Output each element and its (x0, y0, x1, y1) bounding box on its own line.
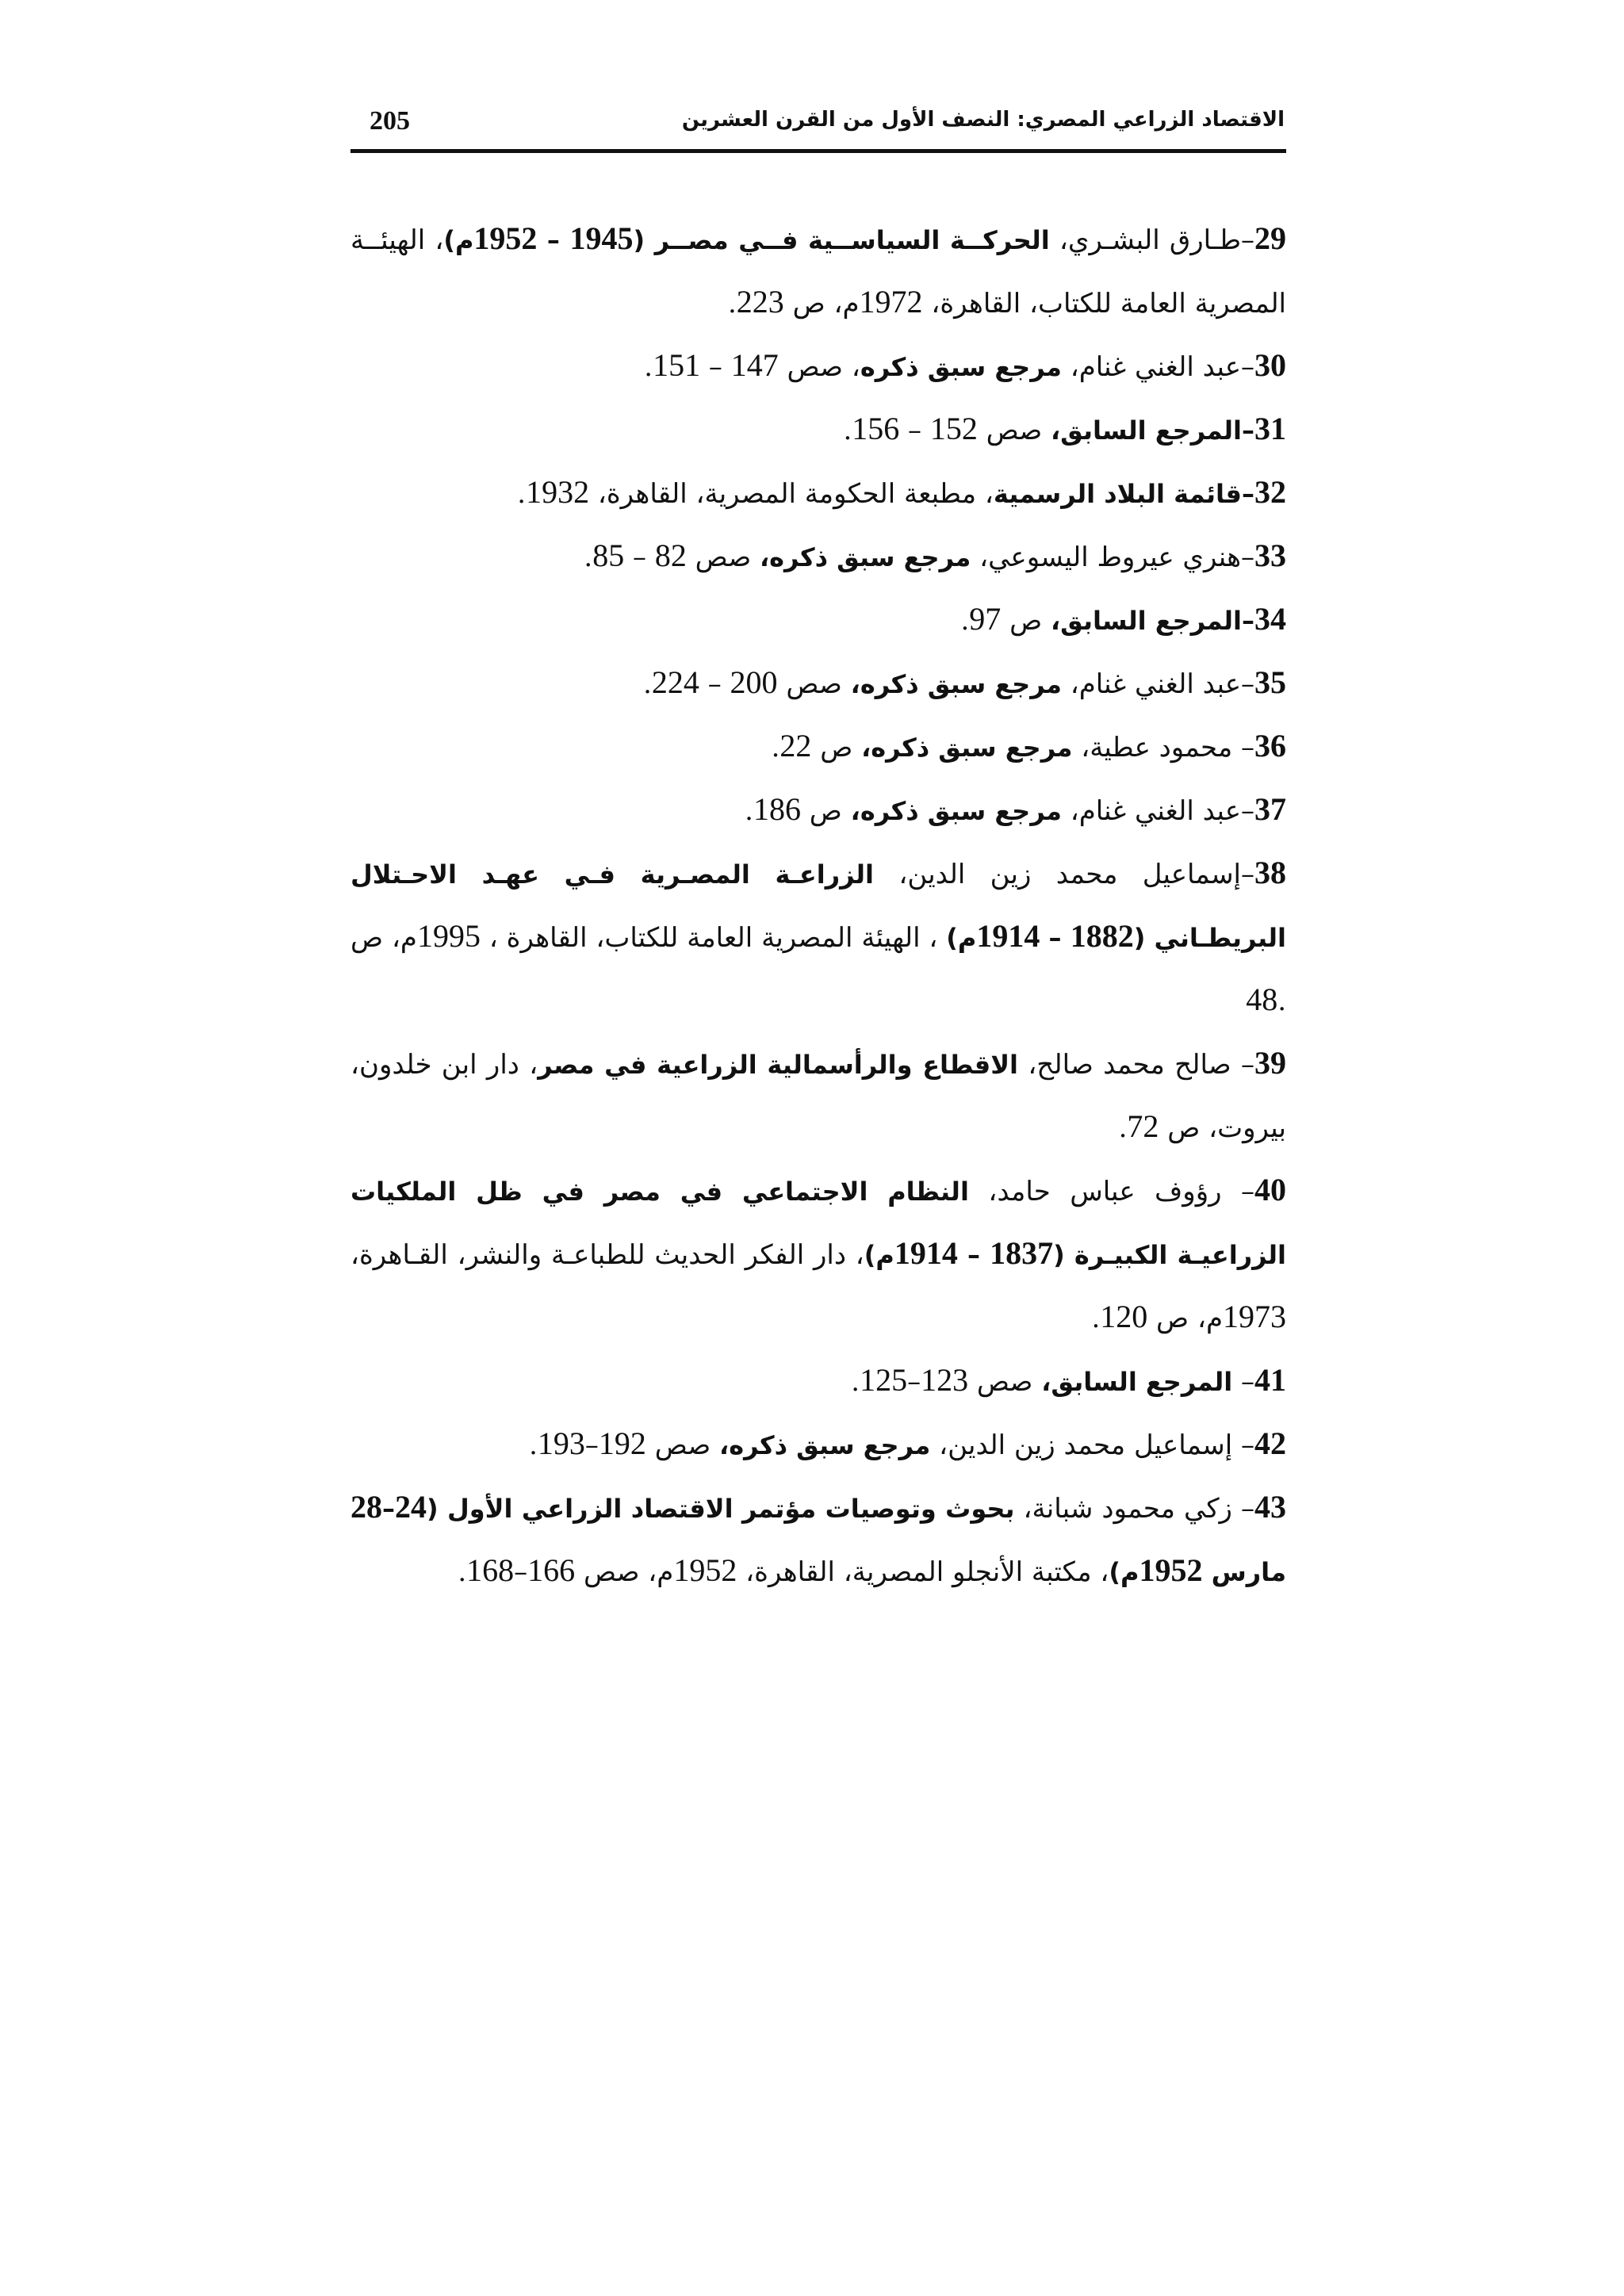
endnote-item (350, 779, 1286, 842)
endnote-text: . (727, 288, 737, 320)
endnote-item (350, 1476, 1286, 1603)
endnote-title (990, 1235, 1054, 1271)
page-number: 205 (370, 106, 410, 136)
endnote-text: ، مطبعة الحكومة المصرية، القاهرة، (589, 478, 994, 510)
endnote-number-run: 1882 (1070, 918, 1134, 954)
endnote-number-run: 72 (1127, 1108, 1159, 1144)
endnote-number: 42 (1254, 1425, 1286, 1461)
endnote-item (350, 1032, 1286, 1159)
endnote-text: ، دار الفكر الحديث للطباعـة والنشر، القـاهرة، (350, 1239, 864, 1271)
endnote-title: –المرجع السابق، (1051, 415, 1254, 446)
endnote-number: 30 (1254, 347, 1286, 383)
endnote-number-run: 82 (654, 538, 687, 573)
endnote-number-run: 156 (852, 411, 900, 446)
endnote-number: 37 (1254, 791, 1286, 827)
endnote-text: – (907, 1366, 921, 1398)
endnote-number-run: 186 (753, 791, 801, 827)
endnote-number-run: 151 (653, 347, 701, 383)
endnote-number: 33 (1254, 538, 1286, 573)
endnote-number-run: 1972 (859, 284, 923, 320)
endnote-number-run: 200 (730, 664, 778, 700)
endnote-number-run: 48 (1246, 982, 1278, 1017)
endnotes-list (350, 208, 1286, 1603)
endnote-text: ص (811, 732, 862, 763)
endnote-text: – (699, 668, 730, 700)
endnote-text: – زكي محمود شبانة، (1014, 1493, 1255, 1525)
endnote-number-run: 1932 (526, 474, 590, 510)
endnote-title: بحوث وتوصيات مؤتمر الاقتصاد الزراعي الأول ( (427, 1494, 1015, 1524)
endnote-number-run: 152 (929, 411, 978, 446)
endnote-number: 32 (1254, 474, 1286, 510)
endnote-title: مرجع سبق ذكره (860, 352, 1062, 382)
endnote-title: مرجع سبق ذكره، (850, 796, 1062, 826)
endnote-text: صص (977, 415, 1051, 446)
endnote-number-run: 1952 (1139, 1552, 1203, 1588)
endnote-text: . (745, 795, 753, 827)
endnote-text: – رؤوف عباس حامد، (968, 1176, 1254, 1207)
endnote-number: 39 (1254, 1045, 1286, 1081)
endnote-text: م، ص (1147, 1303, 1223, 1334)
endnote-number: 35 (1254, 664, 1286, 700)
endnote-number: 34 (1254, 601, 1286, 637)
endnote-title: الزراعـة المصـرية فـي عهـد الاحـتلال البريطـاني ( (350, 859, 1286, 953)
endnote-title (976, 918, 1040, 954)
endnote-text: ، دار ابن خلدون، بيروت، ص (350, 1049, 1286, 1144)
endnote-text: ، الهيئة المصرية العامة للكتاب، القاهرة ، (480, 922, 947, 954)
endnote-item (350, 398, 1286, 461)
endnote-title: –قائمة البلاد الرسمية (993, 479, 1254, 509)
endnote-number-run: 1952 (673, 1552, 737, 1588)
endnote-number: 43 (1254, 1489, 1287, 1525)
endnote-text: . (644, 351, 653, 383)
endnote-number-run: 223 (736, 284, 784, 320)
endnote-text: –عبد الغني غنام، (1061, 795, 1254, 827)
endnote-item (350, 461, 1286, 525)
endnote-title: مرجع سبق ذكره، (760, 542, 971, 572)
endnote-text: – (899, 415, 930, 446)
endnote-number-run: 22 (779, 728, 812, 763)
endnote-title: – (537, 225, 570, 255)
endnote-title: الحركــة السياســية فــي مصــر ( (633, 225, 1050, 255)
endnote-title: م) (443, 225, 474, 255)
endnote-text: – إسماعيل محمد زين الدين، (930, 1429, 1254, 1461)
endnote-text: –عبد الغني غنام، (1061, 351, 1254, 383)
endnote-number-run: 123 (921, 1362, 969, 1398)
endnote-title: م) (864, 1240, 894, 1270)
endnote-item (350, 1159, 1286, 1349)
endnote-text: . (458, 1556, 467, 1588)
endnote-text: . (517, 478, 527, 510)
endnote-item (350, 525, 1286, 588)
endnote-text: م، ص (783, 288, 860, 320)
endnote-number-run: 224 (651, 664, 699, 700)
endnote-text: – (624, 541, 655, 573)
endnote-title (473, 220, 538, 256)
endnote-number-run: 125 (860, 1362, 908, 1398)
endnote-text: –هنري عيروط اليسوعي، (971, 541, 1254, 573)
endnote-title: – (382, 1494, 395, 1524)
endnote-number-run: 97 (969, 601, 1002, 637)
endnote-title: مرجع سبق ذكره، (719, 1430, 931, 1460)
endnote-title: مارس (1202, 1557, 1286, 1587)
endnote-text: م، صص (575, 1556, 674, 1588)
endnote-title (569, 220, 634, 256)
endnote-number-run: 120 (1100, 1299, 1148, 1334)
endnote-item (350, 842, 1286, 1032)
endnote-title: النظام الاجتماعي في مصر في ظل الملكيات الزراعيـة الكبيـرة ( (350, 1177, 1287, 1270)
endnote-title: –المرجع السابق، (1051, 606, 1254, 636)
endnote-text: –إسماعيل محمد زين الدين، (874, 859, 1254, 890)
endnote-number-run: 1945 (569, 220, 634, 256)
endnote-number-run: 168 (466, 1552, 515, 1588)
endnote-text: – (584, 1429, 599, 1461)
endnote-title (1070, 918, 1134, 954)
endnote-text: . (771, 732, 780, 763)
endnote-text: ص (800, 795, 851, 827)
endnote-text: . (843, 415, 852, 446)
endnote-text: ، مكتبة الأنجلو المصرية، القاهرة، (737, 1556, 1109, 1588)
endnote-title: الاقطاع والرأسمالية الزراعية في مصر (538, 1050, 1018, 1080)
endnote-number-run: 1995 (416, 918, 481, 954)
endnote-number-run: 85 (592, 538, 625, 573)
endnote-number: 31 (1254, 411, 1286, 446)
endnote-number-run: 1914 (976, 918, 1040, 954)
endnote-text: – محمود عطية، (1072, 732, 1254, 763)
endnote-text: – (700, 351, 731, 383)
endnote-number-run: 1973 (1223, 1299, 1286, 1334)
endnote-number-run: 1914 (894, 1235, 958, 1271)
page-header (350, 101, 1286, 153)
endnote-text: –عبد الغني غنام، (1061, 668, 1254, 700)
endnote-text: ، صص (778, 351, 860, 383)
endnote-title: مرجع سبق ذكره، (850, 669, 1062, 699)
endnote-number: 36 (1254, 728, 1286, 763)
endnote-text: صص (645, 1429, 720, 1461)
running-title: الاقتصاد الزراعي المصري: النصف الأول من القرن العشرين (681, 108, 1285, 132)
endnote-text: . (960, 605, 970, 637)
endnote-number-run: 166 (527, 1552, 576, 1588)
endnote-title (894, 1235, 958, 1271)
endnote-number-run: 1952 (473, 220, 538, 256)
endnote-item (350, 715, 1286, 779)
endnote-number: 40 (1254, 1172, 1286, 1207)
endnote-title (1139, 1552, 1203, 1588)
endnote-item (350, 1413, 1286, 1476)
endnote-text: . (584, 541, 593, 573)
endnote-number-run: 192 (598, 1425, 646, 1461)
endnote-text: ، الهيئــة المصرية العامة للكتاب، القاهرة، (350, 224, 1286, 320)
endnote-item (350, 335, 1286, 398)
endnote-number: 41 (1254, 1362, 1286, 1398)
endnote-number-run: 28 (350, 1489, 382, 1525)
endnote-title: م) (946, 923, 977, 953)
endnote-item (350, 1349, 1286, 1413)
endnote-title: – (957, 1240, 990, 1270)
endnote-title: م) (1109, 1557, 1139, 1587)
endnote-text: . (529, 1429, 538, 1461)
endnote-text: م، ص . (350, 922, 1286, 1017)
endnote-text: –طـارق البشـري، (1049, 224, 1255, 256)
endnote-number-run: 193 (537, 1425, 585, 1461)
endnote-text: – (1232, 1366, 1254, 1398)
endnote-number-run: 147 (730, 347, 779, 383)
endnote-item (350, 588, 1286, 652)
endnote-title: المرجع السابق، (1041, 1367, 1233, 1397)
endnote-number: 29 (1254, 220, 1287, 256)
endnote-title: مرجع سبق ذكره، (861, 733, 1073, 763)
endnote-text: صص (968, 1366, 1042, 1398)
endnote-text: صص (686, 541, 760, 573)
endnote-title (350, 1489, 382, 1525)
endnote-text: . (1091, 1303, 1101, 1334)
endnote-text: – صالح محمد صالح، (1018, 1049, 1254, 1081)
endnote-text: . (1118, 1112, 1128, 1144)
endnote-title: – (1040, 923, 1071, 953)
endnote-text: . (643, 668, 652, 700)
endnote-text: . (851, 1366, 860, 1398)
endnote-number: 38 (1254, 855, 1286, 890)
endnote-text: ص (1001, 605, 1051, 637)
endnote-text: – (514, 1556, 528, 1588)
endnote-text: صص (777, 668, 851, 700)
endnote-number-run: 24 (395, 1489, 427, 1525)
endnote-item (350, 208, 1286, 335)
endnote-number-run: 1837 (990, 1235, 1054, 1271)
endnote-title (395, 1489, 427, 1525)
endnote-item (350, 652, 1286, 715)
